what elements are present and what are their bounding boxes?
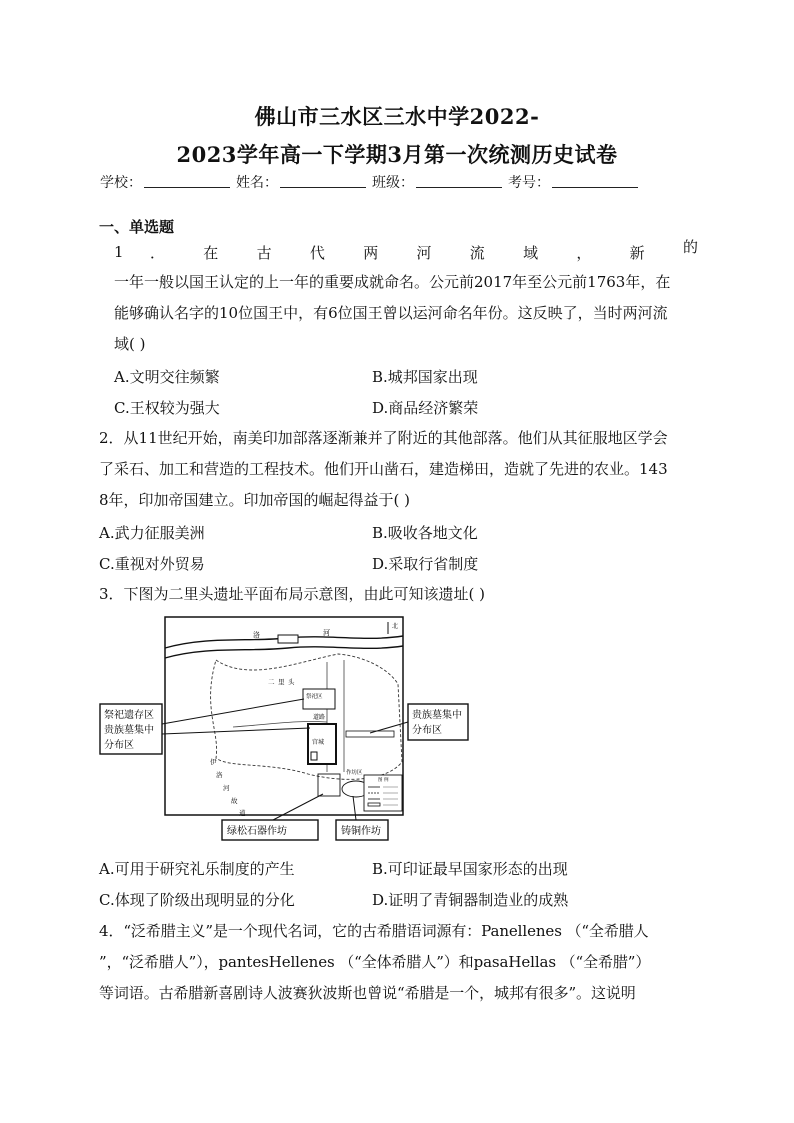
callout-turquoise-label: 绿松石器作坊 (227, 826, 287, 837)
q1-option-a[interactable]: A.文明交往频繁 (114, 368, 220, 386)
q3-option-a[interactable]: A.可用于研究礼乐制度的产生 (99, 860, 295, 878)
erlitou-site-map (98, 612, 470, 848)
q2-line: 8年，印加帝国建立。印加帝国的崛起得益于( ) (99, 491, 411, 509)
north-label: 北 (392, 623, 399, 630)
q3-line: 3．下图为二里头遗址平面布局示意图，由此可知该遗址( ) (99, 585, 486, 603)
q1-token: 代 (309, 244, 325, 262)
q1-token: 两 (363, 244, 379, 262)
name-label: 姓名： (236, 175, 278, 191)
exam-number-blank[interactable] (552, 172, 638, 188)
q3-option-b[interactable]: B.可印证最早国家形态的出现 (372, 860, 568, 878)
old-river-5: 道 (239, 809, 246, 817)
q3-option-c[interactable]: C.体现了阶级出现明显的分化 (99, 891, 295, 909)
legend-title-2: 例 (384, 778, 389, 783)
q1-token: 新 (629, 244, 645, 262)
callout-left-line3: 分布区 (104, 740, 134, 751)
name-blank[interactable] (280, 172, 366, 188)
callout-left-line2: 贵族墓集中 (104, 725, 154, 736)
old-river-4: 故 (231, 797, 238, 805)
exam-number-label: 考号： (508, 175, 550, 191)
school-label: 学校： (100, 175, 142, 191)
q4-line: 等词语。古希腊新喜剧诗人波赛狄波斯也曾说“希腊是一个，城邦有很多”。这说明 (99, 984, 636, 1002)
q3-option-d[interactable]: D.证明了青铜器制造业的成熟 (372, 891, 569, 909)
callout-left-line1: 祭祀遗存区 (104, 710, 154, 721)
q1-option-c[interactable]: C.王权较为强大 (114, 399, 220, 417)
callout-bronze-label: 铸铜作坊 (341, 826, 381, 837)
q4-line: ”，“泛希腊人”），pantesHellenes （“全体希腊人”）和pasaHellas （“全希腊”） (99, 953, 651, 971)
q1-line: 能够确认名字的10位国王中，有6位国王曾以运河命名年份。这反映了，当时两河流 (114, 304, 668, 322)
callout-right-line1: 贵族墓集中 (412, 710, 462, 721)
river-label-1: 洛 (253, 631, 260, 639)
workshop-area-label: 作坊区 (346, 770, 363, 776)
q2-line: 了采石、加工和营造的工程技术。他们开山凿石，建造梯田，造就了先进的农业。143 (99, 460, 668, 478)
q1-token: 在 (203, 244, 219, 262)
q1-token: 域 (523, 244, 539, 262)
section-title: 一、单选题 (99, 218, 175, 236)
school-blank[interactable] (144, 172, 230, 188)
exam-title-line1: 佛山市三水区三水中学2022- (254, 104, 540, 129)
exam-title-line2: 2023学年高一下学期3月第一次统测历史试卷 (176, 142, 618, 167)
q1-first-line (150, 238, 698, 263)
village-label-3: 头 (288, 678, 295, 686)
callout-right-line2: 分布区 (412, 725, 442, 736)
q1-token: 流 (469, 244, 485, 262)
class-blank[interactable] (416, 172, 502, 188)
q2-line: 2．从11世纪开始，南美印加部落逐渐兼并了附近的其他部落。他们从其征服地区学会 (99, 429, 668, 447)
noble-tomb-box-right (346, 731, 394, 737)
student-info-row (100, 172, 700, 192)
village-label-1: 二 (268, 678, 275, 686)
q1-line: 域( ) (114, 335, 146, 353)
q1-token: ， (576, 244, 592, 262)
q1-token: ． (150, 244, 166, 262)
q1-option-b[interactable]: B.城邦国家出现 (372, 368, 478, 386)
q1-token: 的 (682, 238, 698, 256)
village-label-2: 里 (278, 678, 285, 686)
q1-number: 1 (114, 243, 124, 261)
ritual-area-label: 祭祀区 (306, 694, 323, 700)
road-label: 道路 (313, 714, 326, 721)
q1-token: 古 (256, 244, 272, 262)
river-label-2: 河 (323, 629, 330, 637)
q2-option-c[interactable]: C.重视对外贸易 (99, 555, 205, 573)
old-river-2: 洛 (216, 771, 223, 779)
q1-option-d[interactable]: D.商品经济繁荣 (372, 399, 479, 417)
palace-city-label: 宫城 (312, 739, 325, 746)
q2-option-d[interactable]: D.采取行省制度 (372, 555, 479, 573)
legend-title-1: 图 (378, 778, 383, 783)
q2-option-b[interactable]: B.吸收各地文化 (372, 524, 478, 542)
q1-token: 河 (416, 244, 432, 262)
class-label: 班级： (372, 175, 414, 191)
bridge-mark (278, 635, 298, 643)
old-river-3: 河 (223, 784, 230, 792)
old-river-1: 伊 (210, 758, 217, 766)
q4-line: 4．“泛希腊主义”是一个现代名词，它的古希腊语词源有：Panellenes （“全希腊人 (99, 922, 649, 940)
q1-line: 一年一般以国王认定的上一年的重要成就命名。公元前2017年至公元前1763年，在 (114, 273, 671, 291)
q2-option-a[interactable]: A.武力征服美洲 (99, 524, 205, 542)
